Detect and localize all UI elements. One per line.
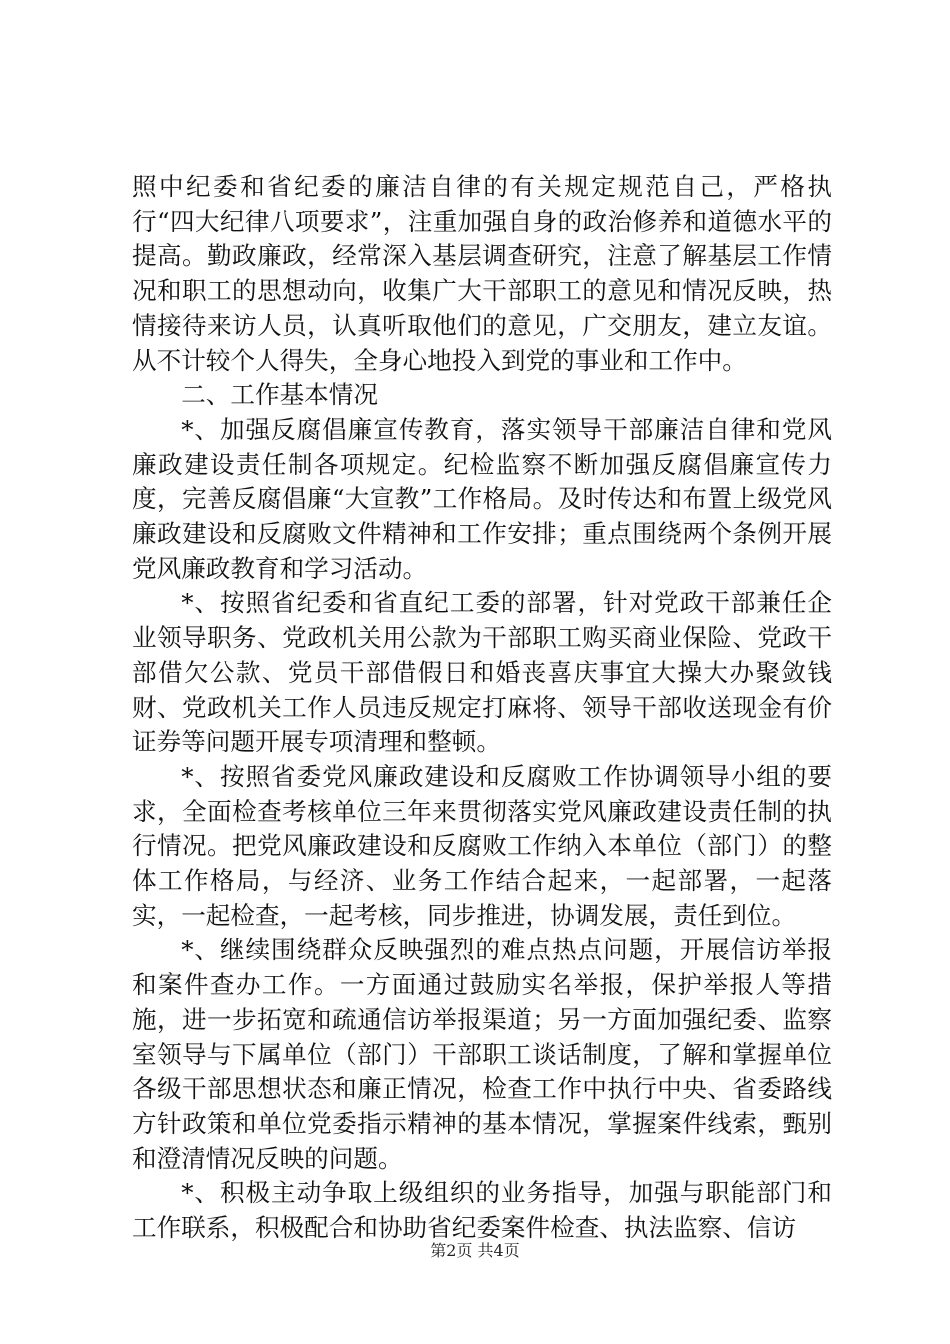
paragraph-item: *、继续围绕群众反映强烈的难点热点问题，开展信访举报和案件查办工作。一方面通过鼓励实名举报，保护举报人等措施，进一步拓宽和疏通信访举报渠道；另一方面加强纪委、监察室领导与下属单位（部门）干部职工谈话制度，了解和掌握单位各级干部思想状态和廉正情况，检查工作中执行中央、省委路线方针政策和单位党委指示精神的基本情况，掌握案件线索，甄别和澄清情况反映的问题。 (132, 935, 832, 1173)
paragraph-item: *、积极主动争取上级组织的业务指导，加强与职能部门和工作联系，积极配合和协助省纪委案件检查、执法监察、信访 (132, 1178, 832, 1243)
document-body (132, 170, 832, 1246)
page-footer: 第2页 共4页 (430, 1241, 520, 1260)
paragraph-item: *、按照省委党风廉政建设和反腐败工作协调领导小组的要求，全面检查考核单位三年来贯彻落实党风廉政建设责任制的执行情况。把党风廉政建设和反腐败工作纳入本单位（部门）的整体工作格局，与经济、业务工作结合起来，一起部署，一起落实，一起检查，一起考核，同步推进，协调发展，责任到位。 (132, 761, 832, 930)
section-heading: 二、工作基本情况 (181, 380, 378, 410)
paragraph-continuation: 照中纪委和省纪委的廉洁自律的有关规定规范自己，严格执行“四大纪律八项要求”，注重加强自身的政治修养和道德水平的提高。勤政廉政，经常深入基层调查研究，注意了解基层工作情况和职工的思想动向，收集广大干部职工的意见和情况反映，热情接待来访人员，认真听取他们的意见，广交朋友，建立友谊。从不计较个人得失，全身心地投入到党的事业和工作中。 (132, 172, 832, 375)
paragraph-item: *、加强反腐倡廉宣传教育，落实领导干部廉洁自律和党风廉政建设责任制各项规定。纪检监察不断加强反腐倡廉宣传力度，完善反腐倡廉“大宣教”工作格局。及时传达和布置上级党风廉政建设和反腐败文件精神和工作安排；重点围绕两个条例开展党风廉政教育和学习活动。 (132, 414, 832, 583)
paragraph-item: *、按照省纪委和省直纪工委的部署，针对党政干部兼任企业领导职务、党政机关用公款为干部职工购买商业保险、党政干部借欠公款、党员干部借假日和婚丧喜庆事宜大操大办聚敛钱财、党政机关工作人员违反规定打麻将、领导干部收送现金有价证券等问题开展专项清理和整顿。 (132, 588, 832, 757)
